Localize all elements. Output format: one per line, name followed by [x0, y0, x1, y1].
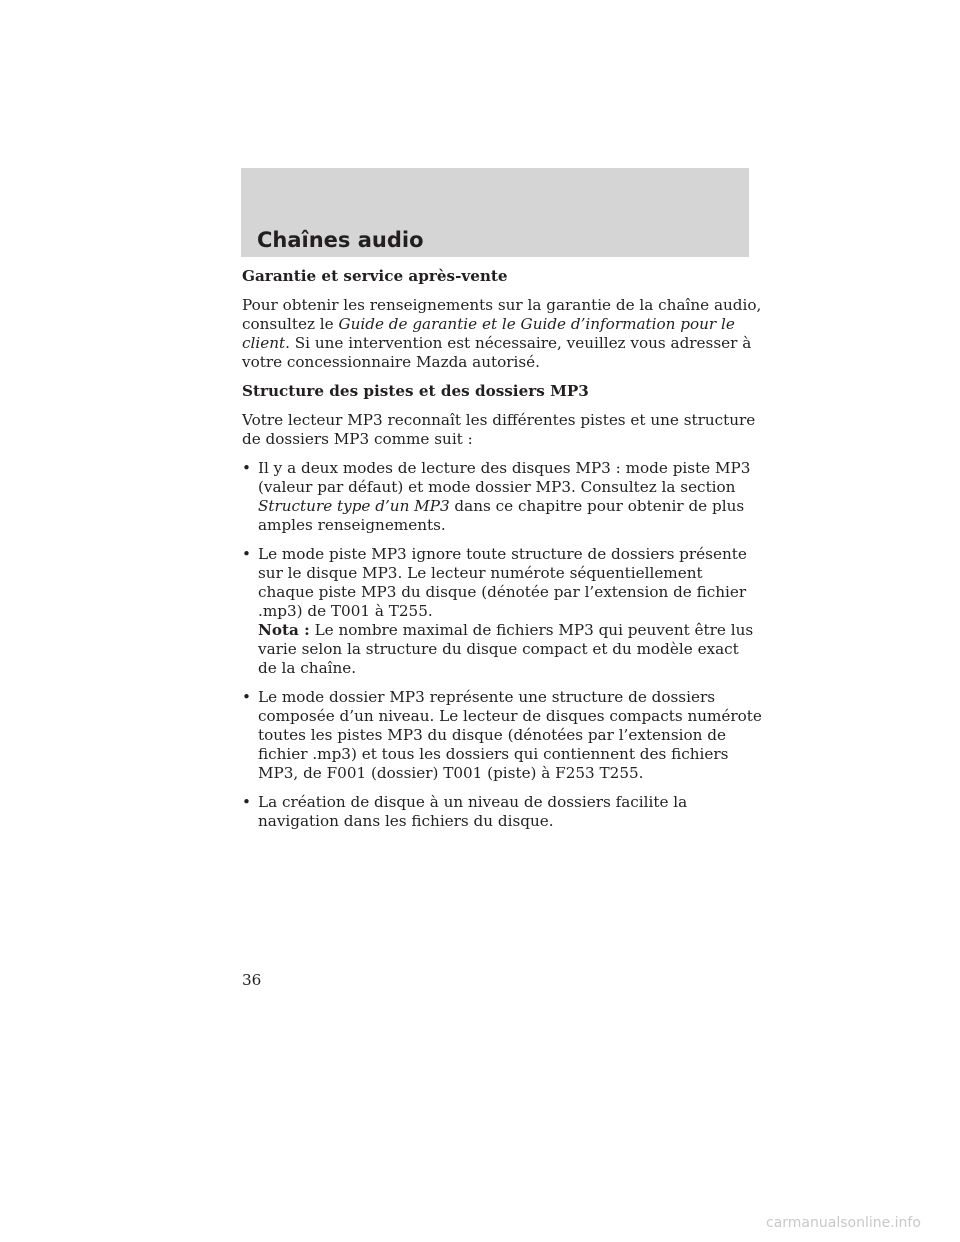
- bullet-navigation-text: La création de disque à un niveau de dossiers facilite la navigation dans les fichiers du disque.: [258, 793, 688, 830]
- note-text: Le nombre maximal de fichiers MP3 qui peuvent être lus varie selon la structure du disque compact et du modèle exact de la chaîne.: [258, 621, 754, 677]
- bullet-dot: •: [242, 793, 251, 811]
- paragraph-mp3-intro: Votre lecteur MP3 reconnaît les différentes pistes et une structure de dossiers MP3 comme suit :: [242, 411, 756, 448]
- page-number: 36: [242, 971, 262, 989]
- bullet-item-modes: [242, 459, 762, 535]
- bullet-dot: •: [242, 688, 251, 706]
- section-title: Chaînes audio: [257, 228, 424, 252]
- paragraph-warranty-text-1: Pour obtenir les renseignements sur la garantie de la chaîne audio, consultez le: [242, 296, 762, 333]
- note-label: Nota :: [258, 621, 310, 639]
- heading-warranty: Garantie et service après-vente: [242, 267, 508, 285]
- bullet-folder-mode-text: Le mode dossier MP3 représente une structure de dossiers composée d’un niveau. Le lecteur de disques compacts numérote toutes les pistes MP3 du disque (dénotées par l’extension de fichier .mp3) et tous les dossiers qui contiennent des fichiers MP3, de F001 (dossier) T001 (piste) à F253 T255.: [258, 688, 762, 782]
- bullet-modes-text-1: Il y a deux modes de lecture des disques MP3 : mode piste MP3 (valeur par défaut) et mode dossier MP3. Consultez la section: [258, 459, 751, 496]
- bullet-modes-text-2: dans ce chapitre pour obtenir de plus amples renseignements.: [258, 497, 745, 534]
- paragraph-warranty-text-2: . Si une intervention est nécessaire, veuillez vous adresser à votre concessionnaire Mazda autorisé.: [242, 334, 752, 371]
- bullet-item-folder-mode: [242, 688, 762, 783]
- watermark: carmanualsonline.info: [766, 1215, 921, 1231]
- bullet-dot: •: [242, 545, 251, 563]
- page-content: [242, 267, 762, 841]
- paragraph-warranty: [242, 296, 762, 372]
- bullet-dot: •: [242, 459, 251, 477]
- heading-mp3-structure: Structure des pistes et des dossiers MP3: [242, 382, 589, 400]
- paragraph-warranty-guide-title: Guide de garantie et le Guide d’information pour le client: [242, 315, 735, 352]
- bullet-modes-reference: Structure type d’un MP3: [258, 497, 450, 515]
- bullet-item-track-mode: [242, 545, 762, 678]
- bullet-item-navigation: [242, 793, 762, 831]
- bullet-track-mode-text: Le mode piste MP3 ignore toute structure de dossiers présente sur le disque MP3. Le lecteur numérote séquentiellement chaque piste MP3 du disque (dénotée par l’extension de fichier .mp3) de T001 à T255.: [258, 545, 747, 620]
- header-band: [241, 168, 749, 257]
